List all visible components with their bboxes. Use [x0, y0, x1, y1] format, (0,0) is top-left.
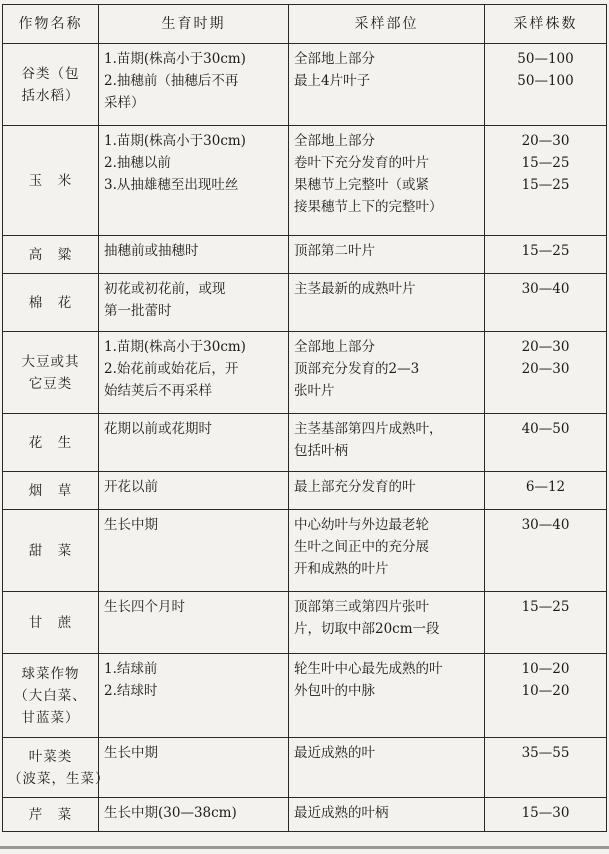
part-cell-line: 主茎最新的成熟叶片: [294, 281, 416, 297]
header-stage: 生育时期: [99, 5, 289, 44]
crop-cell: [3, 126, 99, 236]
part-cell: [289, 236, 485, 274]
part-cell-line: 包括叶柄: [294, 443, 348, 459]
stage-cell-line: 采样）: [104, 95, 145, 111]
part-cell-line: 全部地上部分: [294, 51, 375, 67]
stage-cell: [99, 126, 289, 236]
crop-cell-line: 甘蓝菜）: [21, 709, 80, 726]
count-cell-line: 20—30: [521, 133, 570, 149]
part-cell: [289, 510, 485, 592]
crop-cell: [3, 332, 99, 414]
crop-cell-line: 甘 蔗: [28, 614, 73, 631]
crop-cell-line: 括水稻）: [21, 87, 80, 104]
part-cell: [289, 126, 485, 236]
table-row: [3, 236, 607, 274]
count-cell: [485, 332, 607, 414]
part-cell-line: 最近成熟的叶柄: [294, 805, 389, 821]
count-cell: [485, 738, 607, 798]
count-cell-line: 50—100: [517, 73, 574, 89]
part-cell: [289, 44, 485, 126]
stage-cell: [99, 332, 289, 414]
header-row: [3, 5, 607, 44]
stage-cell-line: 抽穗前或抽穗时: [104, 243, 199, 259]
table-row: [3, 332, 607, 414]
table-row: [3, 44, 607, 126]
stage-cell: [99, 274, 289, 332]
count-cell-line: 10—20: [521, 683, 570, 699]
stage-cell-line: 生长四个月时: [104, 599, 185, 615]
part-cell-line: 张叶片: [294, 383, 335, 399]
count-cell: [485, 510, 607, 592]
crop-cell-line: （波菜，生菜）: [8, 770, 110, 787]
crop-cell: [3, 472, 99, 510]
stage-cell: [99, 510, 289, 592]
table-body: [3, 44, 607, 832]
crop-cell: [3, 654, 99, 738]
stage-cell-line: 生长中期(30—38cm): [104, 805, 237, 821]
count-cell: [485, 274, 607, 332]
part-cell-line: 顶部充分发育的2—3: [294, 361, 420, 377]
crop-cell-line: 棉 花: [28, 294, 73, 311]
part-cell: [289, 738, 485, 798]
part-cell-line: 顶部第三或第四片张叶: [294, 599, 429, 615]
count-cell: [485, 798, 607, 832]
stage-cell-line: 2.结球时: [104, 683, 158, 699]
part-cell: [289, 798, 485, 832]
count-cell-line: 30—40: [521, 281, 570, 297]
crop-cell-line: 高 粱: [28, 246, 73, 263]
page-bottom-rule: [0, 846, 609, 849]
stage-cell: [99, 798, 289, 832]
stage-cell: [99, 44, 289, 126]
part-cell-line: 最上4片叶子: [294, 73, 371, 89]
crop-cell: [3, 44, 99, 126]
stage-cell-line: 开花以前: [104, 479, 158, 495]
count-cell-line: 15—25: [521, 599, 570, 615]
count-cell-line: 40—50: [521, 421, 570, 437]
count-cell-line: 35—55: [521, 745, 570, 761]
table-row: [3, 654, 607, 738]
header-part: 采样部位: [289, 5, 485, 44]
table-row: [3, 414, 607, 472]
count-cell: [485, 592, 607, 654]
sampling-table: [2, 4, 607, 832]
count-cell: [485, 126, 607, 236]
count-cell: [485, 44, 607, 126]
part-cell-line: 全部地上部分: [294, 339, 375, 355]
count-cell: [485, 414, 607, 472]
crop-cell: [3, 798, 99, 832]
crop-cell: [3, 738, 110, 798]
crop-cell: [3, 510, 99, 592]
part-cell: [289, 332, 485, 414]
stage-cell-line: 3.从抽雄穗至出现吐丝: [104, 177, 239, 193]
part-cell-line: 生叶之间正中的充分展: [294, 539, 429, 555]
part-cell-line: 最上部充分发育的叶: [294, 479, 416, 495]
part-cell-line: 主茎基部第四片成熟叶，: [294, 421, 443, 437]
crop-cell-line: 花 生: [28, 434, 73, 451]
part-cell-line: 最近成熟的叶: [294, 745, 375, 761]
crop-cell-line: 它豆类: [28, 375, 73, 392]
table-row: [3, 798, 607, 832]
crop-cell-line: 甜 菜: [28, 542, 73, 559]
crop-cell-line: 球菜作物: [21, 665, 80, 682]
part-cell: [289, 472, 485, 510]
count-cell-line: 10—20: [521, 661, 570, 677]
stage-cell: [99, 472, 289, 510]
stage-cell-line: 花期以前或花期时: [104, 421, 212, 437]
stage-cell: [99, 414, 289, 472]
crop-cell-line: 谷类（包: [21, 65, 80, 82]
crop-cell-line: 烟 草: [28, 482, 73, 499]
table-row: [3, 126, 607, 236]
part-cell: [289, 274, 485, 332]
header-crop: 作物名称: [3, 5, 99, 44]
stage-cell: [99, 738, 289, 798]
stage-cell: [99, 236, 289, 274]
part-cell-line: 果穗节上完整叶（或紧: [294, 177, 429, 193]
count-cell-line: 15—30: [521, 805, 570, 821]
count-cell: [485, 654, 607, 738]
part-cell-line: 中心幼叶与外边最老轮: [294, 517, 429, 533]
table-row: [3, 592, 607, 654]
stage-cell-line: 1.苗期(株高小于30cm): [104, 133, 246, 149]
part-cell: [289, 654, 485, 738]
table-row: [3, 738, 607, 798]
part-cell: [289, 414, 485, 472]
count-cell: [485, 236, 607, 274]
stage-cell: [99, 592, 289, 654]
part-cell-line: 外包叶的中脉: [294, 683, 375, 699]
count-cell-line: 15—25: [521, 177, 570, 193]
crop-cell: [3, 592, 99, 654]
stage-cell-line: 生长中期: [104, 745, 158, 761]
part-cell: [289, 592, 485, 654]
crop-cell: [3, 414, 99, 472]
header-count: 采样株数: [485, 5, 607, 44]
stage-cell-line: 2.抽穗以前: [104, 155, 171, 171]
count-cell-line: 20—30: [521, 361, 570, 377]
crop-cell-line: 玉 米: [28, 172, 73, 189]
count-cell-line: 20—30: [521, 339, 570, 355]
count-cell-line: 15—25: [521, 243, 570, 259]
crop-cell-line: （大白菜、: [14, 687, 87, 704]
part-cell-line: 顶部第二叶片: [294, 243, 375, 259]
crop-cell: [3, 236, 99, 274]
stage-cell-line: 2.抽穗前（抽穗后不再: [104, 73, 239, 89]
stage-cell-line: 1.苗期(株高小于30cm): [104, 51, 246, 67]
crop-cell-line: 芹 菜: [28, 806, 73, 823]
table-row: [3, 274, 607, 332]
count-cell-line: 15—25: [521, 155, 570, 171]
crop-cell-line: 叶菜类: [28, 748, 73, 765]
count-cell-line: 6—12: [525, 479, 566, 495]
count-cell-line: 30—40: [521, 517, 570, 533]
stage-cell-line: 初花或初花前，或现: [104, 281, 226, 297]
part-cell-line: 全部地上部分: [294, 133, 375, 149]
stage-cell-line: 1.结球前: [104, 661, 158, 677]
stage-cell-line: 2.始花前或始花后，开: [104, 361, 239, 377]
part-cell-line: 轮生叶中心最先成熟的叶: [294, 661, 443, 677]
table-row: [3, 510, 607, 592]
stage-cell-line: 始结荚后不再采样: [104, 383, 212, 399]
part-cell-line: 卷叶下充分发育的叶片: [294, 155, 429, 171]
count-cell: [485, 472, 607, 510]
stage-cell: [99, 654, 289, 738]
crop-cell: [3, 274, 99, 332]
part-cell-line: 开和成熟的叶片: [294, 561, 389, 577]
table-row: [3, 472, 607, 510]
part-cell-line: 片，切取中部20cm一段: [294, 621, 440, 637]
stage-cell-line: 生长中期: [104, 517, 158, 533]
crop-cell-line: 大豆或其: [21, 353, 80, 370]
part-cell-line: 接果穗节上下的完整叶）: [294, 199, 443, 215]
stage-cell-line: 1.苗期(株高小于30cm): [104, 339, 246, 355]
count-cell-line: 50—100: [517, 51, 574, 67]
stage-cell-line: 第一批蕾时: [104, 303, 172, 319]
